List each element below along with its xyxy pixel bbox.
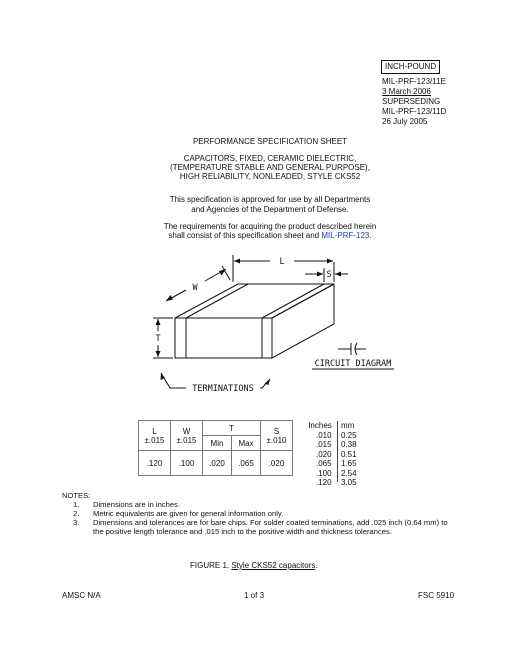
label-l: L [279,257,285,267]
w-arrow-top [219,269,226,276]
figure-caption [190,561,318,571]
conv-mm-5: 3.05 [341,478,357,487]
l-arrow-right [327,259,333,264]
s-arrow-left [317,272,323,277]
requirements-suffix: . [369,231,372,240]
value-s: .020 [261,451,293,476]
notes-heading: NOTES: [62,491,91,500]
approval-line-1: This specification is approved for use by all Departments [169,195,371,204]
col-l-header: L ±.015 [139,421,171,451]
value-w: .100 [171,451,203,476]
superseded-number: MIL-PRF-123/11D [382,107,447,116]
conv-mm-4: 2.54 [341,468,357,478]
col-t-header: T [203,421,261,436]
col-s-header: S ±.010 [261,421,293,451]
chip-top-face [175,284,334,318]
label-t: T [155,334,161,344]
superseding-label: SUPERSEDING [382,97,441,106]
conv-inches-5: .120 [316,478,332,487]
t-arrow-top [156,319,161,325]
conv-inches-0: .010 [316,430,332,440]
doc-number: MIL-PRF-123/11E [382,77,446,86]
conv-mm-3: 1.65 [341,459,357,468]
footer-amsc: AMSC N/A [62,591,101,600]
note-3-continuation: the positive length tolerance and .015 inch to the positive width and thickness tolerances. [93,527,392,536]
note-1-text: Dimensions are in inches. [93,500,180,509]
conv-inches-3: .065 [316,459,332,468]
conversion-divider [337,421,338,482]
label-w: W [192,283,198,293]
sheet-type-title: PERFORMANCE SPECIFICATION SHEET [192,137,348,146]
note-2-text: Metric equivalents are given for general information only. [93,509,284,518]
w-arrow-bottom [166,295,173,301]
col-t-max: Max [232,436,261,451]
mm-header: mm [341,421,355,430]
superseded-date: 26 July 2005 [382,117,428,126]
note-1-number: 1. [73,500,80,509]
approval-line-2: and Agencies of the Department of Defense. [191,205,349,214]
conv-mm-1: 0.38 [341,440,357,449]
requirements-prefix: shall consist of this specification sheet and [168,231,322,240]
inches-header: Inches [308,421,332,430]
col-t-min: Min [203,436,232,451]
conv-inches-2: .020 [316,449,332,459]
figure-prefix: FIGURE 1. [190,561,232,570]
top-termination-right [262,284,324,318]
dimension-table [138,420,293,476]
chip-front-face [175,318,272,358]
inch-pound-label: INCH-POUND [381,60,440,74]
t-arrow-bottom [156,351,161,357]
footer-fsc: FSC 5910 [418,591,455,600]
title-line-1: CAPACITORS, FIXED, CERAMIC DIELECTRIC, [183,154,357,163]
note-3-number: 3. [73,518,80,527]
conv-mm-0: 0.25 [341,430,357,440]
title-line-2: (TEMPERATURE STABLE AND GENERAL PURPOSE), [170,163,370,172]
note-3-text: Dimensions and tolerances are for bare chips. For solder coated terminations, add .025 inch (0.64 mm) to [93,518,448,527]
value-t-min: .020 [203,451,232,476]
requirements-line-1: The requirements for acquiring the product described herein [163,222,377,231]
conv-mm-2: 0.51 [341,449,357,459]
circuit-diagram-label: CIRCUIT DIAGRAM [314,359,392,369]
conv-inches-1: .015 [316,440,332,449]
figure-suffix: . [315,561,318,570]
termination-leader-left [161,373,186,388]
conv-inches-4: .100 [316,468,332,478]
value-t-max: .065 [232,451,261,476]
mil-prf-123-link[interactable]: MIL-PRF-123 [321,231,370,240]
footer-page-number: 1 of 3 [244,591,265,600]
label-s: S [326,270,332,280]
s-arrow-right [335,272,341,277]
note-2-number: 2. [73,509,80,518]
title-line-3: HIGH RELIABILITY, NONLEADED, STYLE CKS52 [179,172,361,181]
l-arrow-left [234,259,240,264]
terminations-label: TERMINATIONS [192,384,254,394]
value-l: .120 [139,451,171,476]
figure-title: Style CKS52 capacitors [231,561,316,570]
doc-date: 3 March 2006 [382,87,431,96]
col-w-header: W ±.015 [171,421,203,451]
